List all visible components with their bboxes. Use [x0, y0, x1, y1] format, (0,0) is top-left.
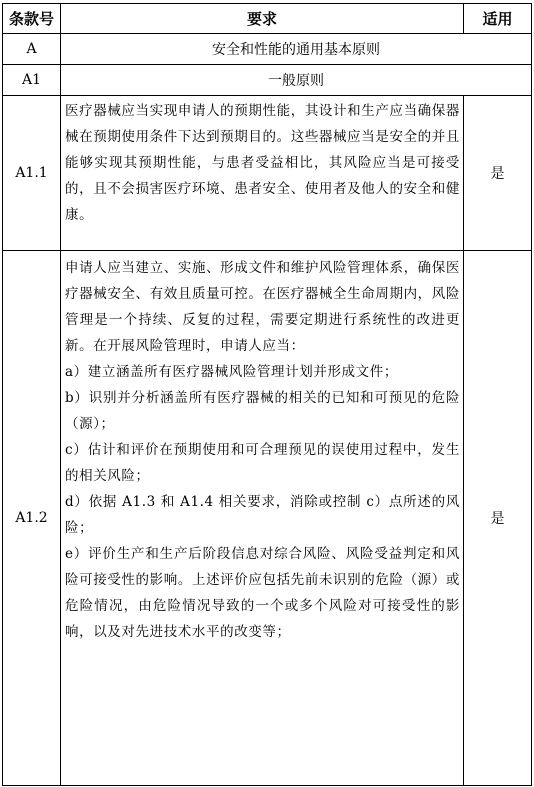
requirement-item-b: b）识别并分析涵盖所有医疗器械的相关的已知和可预见的危险（源）；: [65, 390, 460, 432]
requirement-item-a: a）建立涵盖所有医疗器械风险管理计划并形成文件；: [65, 364, 398, 380]
clause-id: A1.2: [3, 251, 61, 786]
requirement-item-e: e）评价生产和生产后阶段信息对综合风险、风险受益判定和风险可接受性的影响。上述评价应包括先前未识别的危险（源）或危险情况，由危险情况导致的一个或多个风险对可接受性的影响，以及对先进技术水平的改变等；: [65, 546, 460, 640]
clause-id: A1.1: [3, 96, 61, 251]
table-row: [3, 96, 532, 251]
section-title: 一般原则: [61, 65, 532, 96]
requirement-paragraph: 申请人应当建立、实施、形成文件和维护风险管理体系，确保医疗器械安全、有效且质量可控。在医疗器械全生命周期内，风险管理是一个持续、反复的过程，需要定期进行系统性的改进更新。在开展风险管理时，申请人应当：: [65, 260, 460, 354]
header-applicable: 适用: [464, 4, 532, 34]
applicable-value: 是: [464, 96, 532, 251]
clause-id: A1: [3, 65, 61, 96]
applicable-value: 是: [464, 251, 532, 786]
requirement-text: [61, 96, 464, 251]
table-row: [3, 65, 532, 96]
requirement-item-c: c）估计和评价在预期使用和可合理预见的误使用过程中，发生的相关风险；: [65, 442, 460, 484]
header-requirement: 要求: [61, 4, 464, 34]
section-title: 安全和性能的通用基本原则: [61, 34, 532, 65]
table-row: [3, 251, 532, 786]
requirements-table: [2, 3, 532, 786]
requirement-item-d: d）依据 A1.3 和 A1.4 相关要求，消除或控制 c）点所述的风险；: [65, 494, 460, 536]
requirement-text: [61, 251, 464, 786]
table-header-row: [3, 4, 532, 34]
clause-id: A: [3, 34, 61, 65]
table-row: [3, 34, 532, 65]
header-clause-number: 条款号: [3, 4, 61, 34]
requirement-paragraph: 医疗器械应当实现申请人的预期性能，其设计和生产应当确保器械在预期使用条件下达到预期目的。这些器械应当是安全的并且能够实现其预期性能，与患者受益相比，其风险应当是可接受的，且不会损害医疗环境、患者安全、使用者及他人的安全和健康。: [65, 103, 460, 223]
